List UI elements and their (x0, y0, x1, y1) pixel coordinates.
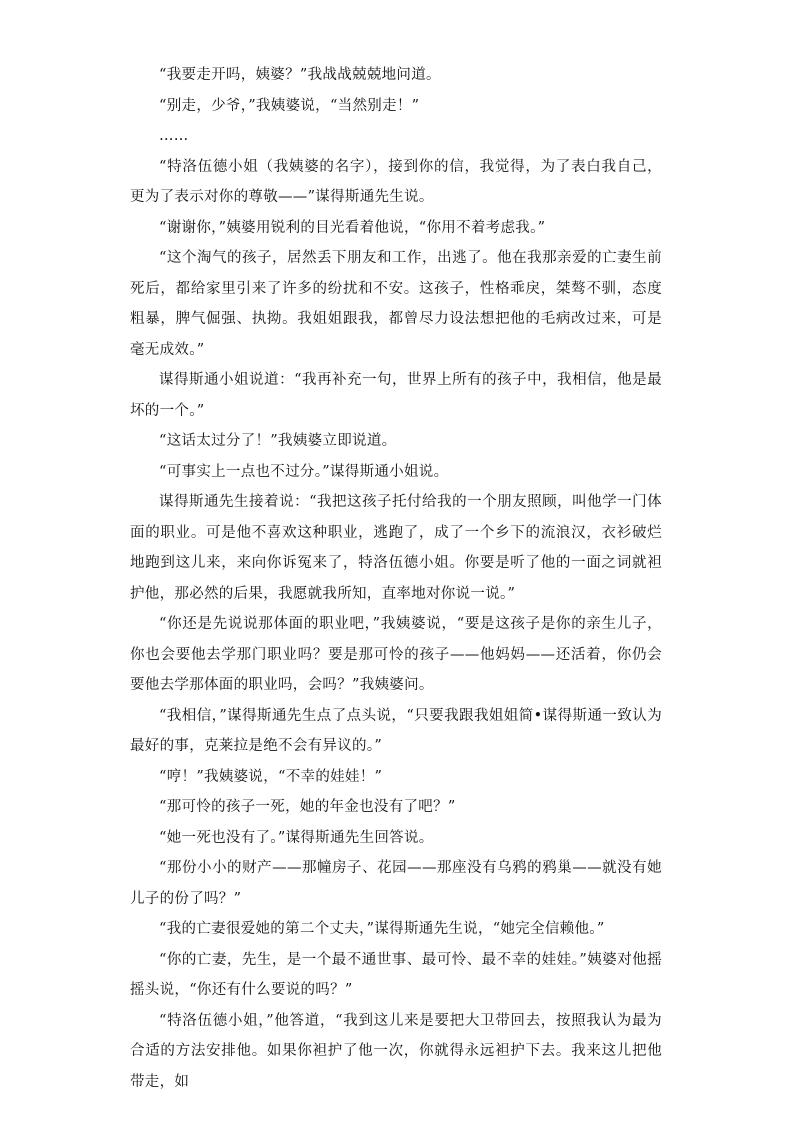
paragraph-9: 谋得斯通先生接着说：“我把这孩子托付给我的一个朋友照顾，叫他学一门体面的职业。可是他不喜欢这种职业，逃跑了，成了一个乡下的流浪汉，衣衫破烂地跑到这儿来，来向你诉冤来了，特洛伍德小姐。你要是听了他的一面之词就袒护他，那必然的后果，我愿就我所知，直率地对你说一说。” (130, 494, 662, 602)
paragraph-6: 谋得斯通小姐说道：“我再补充一句，世界上所有的孩子中，我相信，他是最坏的一个。” (130, 372, 662, 419)
paragraph-4: “谢谢你，”姨婆用锐利的目光看着他说，“你用不着考虑我。” (159, 219, 546, 236)
paragraph-18: “特洛伍德小姐，”他答道，“我到这儿来是要把大卫带回去，按照我认为最为合适的方法安排他。如果你袒护了他一次，你就得永远袒护下去。我来这儿把他带走，如 (130, 1012, 662, 1090)
paragraph-11: “我相信，”谋得斯通先生点了点头说，“只要我跟我姐姐简•谋得斯通一致认为最好的事，克莱拉是绝不会有异议的。” (130, 707, 662, 754)
paragraph-15: “那份小小的财产——那幢房子、花园——那座没有乌鸦的鸦巢——就没有她儿子的份了吗？” (130, 860, 662, 907)
paragraph-2: “别走，少爷，”我姨婆说，“当然别走！” (159, 97, 420, 114)
paragraph-5: “这个淘气的孩子，居然丢下朋友和工作，出逃了。他在我那亲爱的亡妻生前死后，都给家里引来了许多的纷扰和不安。这孩子，性格乖戾，桀骜不驯，态度粗暴，脾气倔强、执拗。我姐姐跟我，都曾尽力设法想把他的毛病改过来，可是毫无成效。” (130, 250, 662, 358)
paragraph-8: “可事实上一点也不过分。”谋得斯通小姐说。 (159, 463, 449, 480)
paragraph-17: “你的亡妻，先生，是一个最不通世事、最可怜、最不幸的娃娃。”姨婆对他摇摇头说，“你还有什么要说的吗？” (130, 951, 662, 998)
paragraph-7: “这话太过分了！”我姨婆立即说道。 (159, 433, 397, 449)
ellipsis-line: …… (159, 128, 189, 144)
paragraph-10: “你还是先说说那体面的职业吧，”我姨婆说，“要是这孩子是你的亲生儿子，你也会要他去学那门职业吗？要是那可怜的孩子——他妈妈——还活着，你仍会要他去学那体面的职业吗，会吗？”我姨婆问。 (130, 616, 662, 693)
paragraph-13: “那可怜的孩子一死，她的年金也没有了吧？” (159, 799, 456, 815)
paragraph-1: “我要走开吗，姨婆？”我战战兢兢地问道。 (159, 67, 441, 83)
paragraph-3: “特洛伍德小姐（我姨婆的名字），接到你的信，我觉得，为了表白我自己，更为了表示对你的尊敬——”谋得斯通先生说。 (130, 158, 662, 205)
paragraph-12: “哼！”我姨婆说，“不幸的娃娃！” (159, 768, 383, 785)
paragraph-14: “她一死也没有了。”谋得斯通先生回答说。 (159, 829, 434, 846)
document-body (130, 60, 662, 1097)
paragraph-16: “我的亡妻很爱她的第二个丈夫，”谋得斯通先生说，“她完全信赖他。” (159, 921, 605, 937)
